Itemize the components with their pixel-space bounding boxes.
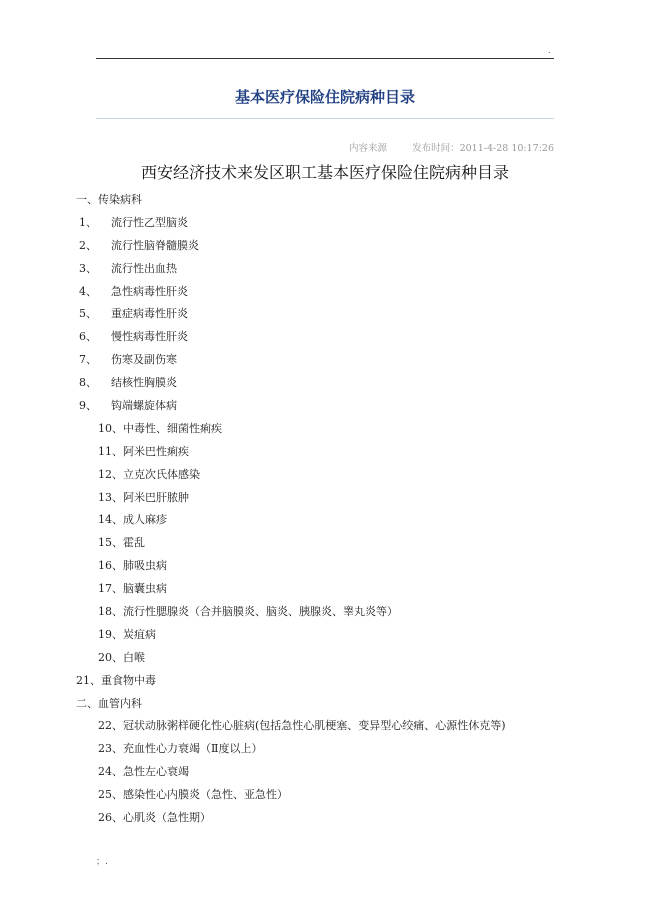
item-text: 充血性心力衰竭（Ⅱ度以上）	[123, 742, 263, 756]
item-text: 霍乱	[123, 536, 145, 550]
item-text: 成人麻疹	[123, 513, 167, 527]
item-number: 3、	[79, 261, 97, 275]
item-number: 11、	[98, 444, 123, 458]
item-number: 15、	[98, 536, 123, 550]
list-item	[76, 784, 576, 807]
item-text: 炭疽病	[123, 627, 156, 641]
list-item	[76, 647, 576, 670]
title-divider	[96, 118, 554, 119]
item-text: 慢性病毒性肝炎	[111, 330, 188, 344]
item-number: 18、	[98, 605, 123, 619]
section-heading	[76, 189, 576, 212]
item-number: 12、	[98, 467, 123, 481]
item-number: 13、	[98, 490, 123, 504]
article-meta	[96, 140, 554, 154]
item-number: 1、	[79, 215, 97, 229]
item-number: 20、	[98, 650, 123, 664]
item-number: 7、	[79, 353, 97, 367]
list-item	[76, 807, 576, 830]
item-text: 心肌炎（急性期）	[123, 811, 211, 825]
list-item	[76, 326, 576, 349]
item-number: 21、	[76, 673, 101, 687]
list-item	[76, 715, 576, 738]
item-number: 2、	[79, 238, 97, 252]
item-text: 流行性出血热	[111, 261, 177, 275]
item-text: 肺吸虫病	[123, 559, 167, 573]
item-text: 阿米巴肝脓肿	[123, 490, 189, 504]
item-text: 一、传染病科	[76, 193, 142, 206]
item-number: 5、	[79, 307, 97, 321]
list-item	[76, 555, 576, 578]
list-item	[76, 738, 576, 761]
corner-mark: .	[548, 46, 551, 55]
item-text: 流行性腮腺炎（合并脑膜炎、脑炎、胰腺炎、睾丸炎等）	[123, 605, 398, 619]
item-text: 阿米巴性痢疾	[123, 444, 189, 458]
item-number: 6、	[79, 330, 97, 344]
item-text: 伤寒及副伤寒	[111, 353, 177, 367]
disease-list	[76, 189, 576, 830]
item-number: 10、	[98, 421, 123, 435]
list-item	[76, 601, 576, 624]
item-number: 25、	[98, 788, 123, 802]
item-text: 白喉	[123, 650, 145, 664]
item-text: 急性病毒性肝炎	[111, 284, 188, 298]
list-item	[76, 464, 576, 487]
item-text: 重症病毒性肝炎	[111, 307, 188, 321]
list-item	[76, 578, 576, 601]
list-item	[76, 509, 576, 532]
source-label: 内容来源	[349, 143, 388, 154]
site-title: 基本医疗保险住院病种目录	[234, 88, 415, 106]
item-number: 26、	[98, 811, 123, 825]
item-number: 17、	[98, 582, 123, 596]
list-item	[76, 487, 576, 510]
footer-marks: ；.	[96, 857, 108, 867]
list-item	[76, 441, 576, 464]
list-item	[76, 235, 576, 258]
item-number: 23、	[98, 742, 123, 756]
item-text: 感染性心内膜炎（急性、亚急性）	[123, 788, 288, 802]
item-number: 16、	[98, 559, 123, 573]
item-text: 流行性脑脊髓膜炎	[111, 238, 199, 252]
item-number: 8、	[79, 376, 97, 390]
item-text: 重食物中毒	[101, 673, 156, 687]
list-item	[76, 670, 576, 693]
item-text: 钩端螺旋体病	[111, 399, 177, 413]
list-item	[76, 418, 576, 441]
list-item	[76, 372, 576, 395]
item-number: 19、	[98, 627, 123, 641]
item-text: 流行性乙型脑炎	[111, 215, 188, 229]
list-item	[76, 349, 576, 372]
header-rule	[96, 58, 554, 59]
section-heading	[76, 693, 576, 716]
item-text: 急性左心衰竭	[123, 765, 189, 779]
item-number: 4、	[79, 284, 97, 298]
publish-time: 发布时间：2011-4-28 10:17:26	[412, 143, 554, 154]
item-text: 立克次氏体感染	[123, 467, 200, 481]
item-number: 9、	[79, 399, 97, 413]
item-text: 结核性胸膜炎	[111, 376, 177, 390]
item-text: 二、血管内科	[76, 696, 142, 710]
item-text: 中毒性、细菌性痢疾	[123, 421, 222, 435]
item-text: 脑囊虫病	[123, 582, 167, 596]
list-item	[76, 212, 576, 235]
list-item	[76, 532, 576, 555]
item-number: 24、	[98, 765, 123, 779]
list-item	[76, 258, 576, 281]
list-item	[76, 303, 576, 326]
list-item	[76, 281, 576, 304]
item-number: 14、	[98, 513, 123, 527]
list-item	[76, 761, 576, 784]
item-number: 22、	[98, 719, 123, 733]
document-title: 西安经济技术来发区职工基本医疗保险住院病种目录	[140, 163, 509, 182]
list-item	[76, 624, 576, 647]
list-item	[76, 395, 576, 418]
item-text: 冠状动脉粥样硬化性心脏病(包括急性心肌梗塞、变异型心绞痛、心源性休克等)	[123, 719, 506, 733]
